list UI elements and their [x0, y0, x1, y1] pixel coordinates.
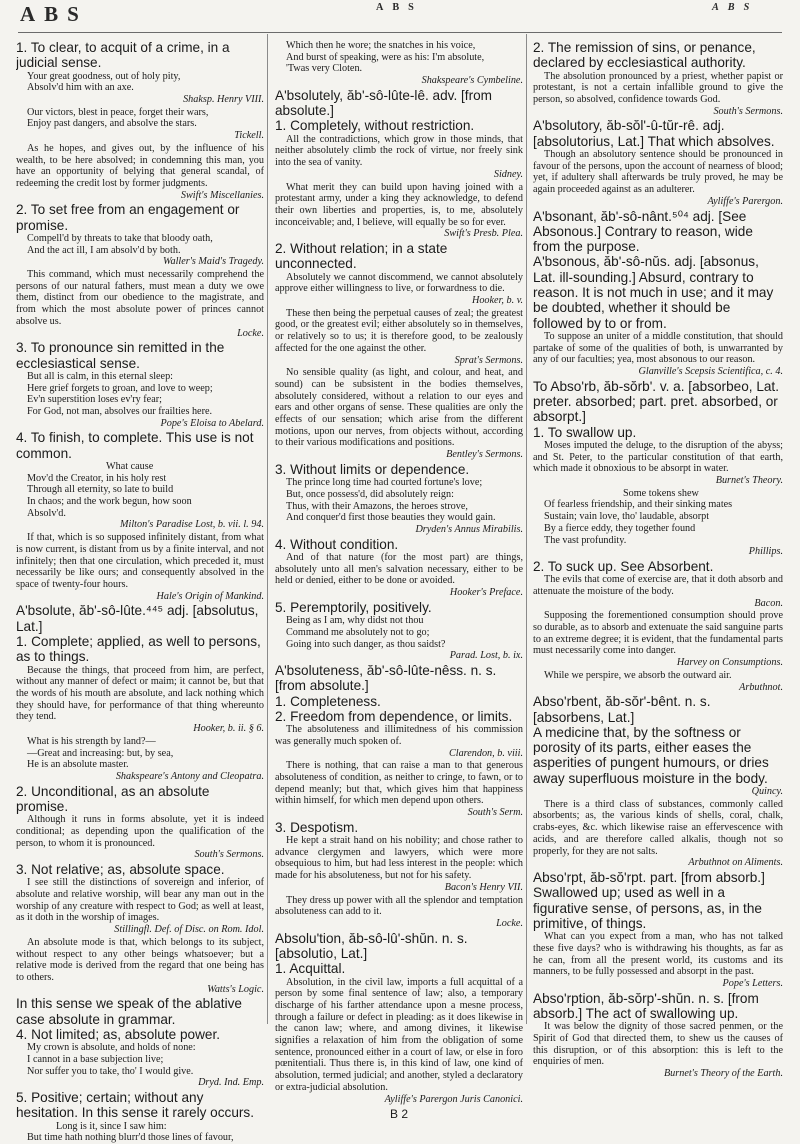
quotation: They dress up power with all the splendor and temptation absoluteness can add to it.: [275, 894, 523, 918]
quote-line: Here grief forgets to groan, and love to weep;: [27, 382, 213, 394]
entry-absolutely: A'bsolutely, ăb'-sô-lûte-lê. adv. [from absolute.]: [275, 87, 492, 119]
citation: Dryd. Ind. Emp.: [198, 1077, 264, 1089]
definition: A medicine that, by the softness or porosity of its parts, either eases the asperities of pungent humours, or dries away superfluous moisture in the body.: [533, 724, 769, 786]
column-2: [275, 40, 523, 1133]
quote-line: And burst of speaking, were as his: I'm absolute,: [286, 51, 485, 63]
sense-note: In this sense we speak of the ablative case absolute in grammar.: [16, 996, 242, 1027]
citation: Harvey on Consumptions.: [676, 657, 783, 669]
quotation: There is nothing, that can raise a man to that generous absoluteness of condition, as neither to cringe, to fawn, or to depend meanly; but that, which gives him that happiness within himself, for which men depend upon others.: [275, 760, 523, 807]
quote-line: But, once possess'd, did absolutely reign:: [286, 488, 454, 500]
citation: Bacon.: [754, 597, 783, 609]
quotation: There is a third class of substances, commonly called absorbents; as, the various kinds of shells, coral, chalk, crabs-eyes, &c. which likewise raise an effervescence with acids, and are therefore called alkalis, though not so properly, for they are not salts.: [533, 798, 783, 857]
quote-line: In chaos; and the work begun, how soon: [27, 496, 192, 508]
quote-line: For God, not man, absolves our frailties here.: [27, 405, 213, 417]
quote-line: Going into such danger, as thou saidst?: [286, 638, 446, 650]
running-head-right: ABS: [712, 2, 759, 13]
running-head-center: ABS: [376, 2, 423, 13]
quote-line: By a fierce eddy, they together found: [544, 522, 696, 534]
quote-line: And the act ill, I am absolv'd by both.: [27, 244, 181, 256]
signature-mark: B 2: [389, 1107, 408, 1122]
quote-line: Command me absolutely not to go;: [286, 626, 430, 638]
quotation: Absolution, in the civil law, imports a full acquittal of a person by some final sentence of law; also, a temporary discharge of his farther attendance upon a mesne process, through a failure or defect in pleading: as it does likewise in the canon law; where, and among divines, it likewise signifies a relaxation of him from the obligation of some sentence, pronounced either in a court of law, or else in foro pœnitentiali. Thus there is, in this kind of law, one kind of absolution, termed judicial; and another, styled a declaratory or extra-judicial absolution.: [275, 976, 523, 1093]
quotation: Moses imputed the deluge, to the disruption of the abyss; and St. Peter, to the particular constitution of that earth, which made it obnoxious to be absorpt in water.: [533, 439, 783, 475]
entry-absorb: To Abso'rb, ăb-sŏrb'. v. a. [absorbeo, Lat. preter. absorbed; part. pret. absorbed, or absorpt.]: [533, 378, 779, 425]
quotation: These then being the perpetual causes of zeal; the greatest good, or the greatest evil; either absolutely so in themselves, or relatively so to us; it is therefore good, to be zealously affected for the one against the other.: [275, 307, 523, 354]
citation: Parad. Lost, b. ix.: [449, 650, 523, 662]
quote-line: And conquer'd first those beauties they would gain.: [286, 512, 496, 524]
quote-line: Your great goodness, out of holy pity,: [27, 70, 181, 82]
citation: South's Sermons.: [194, 849, 264, 861]
quote-line: Our victors, blest in peace, forget their wars,: [27, 106, 209, 118]
citation: Dryden's Annus Mirabilis.: [415, 523, 523, 535]
sense: 3. Without limits or dependence.: [275, 461, 470, 477]
citation: Phillips.: [748, 546, 783, 558]
quote-line: —Great and increasing: but, by sea,: [27, 747, 174, 759]
quotation: Absolutely we cannot discommend, we cannot absolutely approve either willingness to live, or forwardness to die.: [275, 271, 523, 295]
citation: Sidney.: [493, 168, 523, 180]
citation: Clarendon, b. viii.: [448, 747, 523, 759]
quote-line: He is an absolute master.: [27, 759, 129, 771]
sense: 1. To swallow up.: [533, 424, 637, 440]
sense: 4. To finish, to complete. This use is not common.: [16, 430, 254, 461]
citation: Bentley's Sermons.: [446, 449, 523, 461]
sense: 5. Peremptorily, positively.: [275, 599, 432, 615]
quote-line: 'Twas very Cloten.: [286, 63, 363, 75]
citation: Shakspeare's Antony and Cleopatra.: [115, 770, 264, 782]
quotation: The absoluteness and illimitedness of his commission was generally much spoken of.: [275, 724, 523, 747]
citation: Hooker, b. v.: [471, 295, 523, 307]
citation: Stillingfl. Def. of Disc. on Rom. Idol.: [114, 924, 264, 936]
citation: Tickell.: [234, 130, 264, 142]
sense: 1. Acquittal.: [275, 961, 346, 977]
sense: 1. Completely, without restriction.: [275, 118, 475, 134]
sense: 2. To suck up. See Absorbent.: [533, 558, 714, 574]
quote-line: Being as I am, why didst not thou: [286, 615, 424, 627]
quotation: Though an absolutory sentence should be pronounced in favour of the persons, upon the account of nearness of blood; yet, if adultery shall afterwards be truly proved, he may be again proceeded against as an adulterer.: [533, 149, 783, 196]
sense: 4. Not limited; as, absolute power.: [16, 1026, 221, 1042]
sense: 1. To clear, to acquit of a crime, in a judicial sense.: [16, 40, 230, 71]
sense: 3. To pronounce sin remitted in the ecclesiastical sense.: [16, 340, 225, 371]
quote-line: Ev'n superstition loses ev'ry fear;: [27, 394, 162, 406]
quotation: To suppose an uniter of a middle constitution, that should partake of some of the qualities of both, is unwarranted by any of our faculties; yea, most absonous to our reason.: [533, 330, 783, 366]
citation: Locke.: [237, 327, 264, 339]
citation: Swift's Miscellanies.: [180, 189, 264, 201]
citation: Pope's Eloisa to Abelard.: [160, 417, 264, 429]
sense: 2. Freedom from dependence, or limits.: [275, 708, 513, 724]
column-divider: [267, 34, 268, 1024]
quotation: Although it runs in forms absolute, yet it is indeed conditional; as depending upon the qualification of the person, to whom it is pronounced.: [16, 814, 264, 849]
citation: Sprat's Sermons.: [454, 354, 523, 366]
quote-line: Long is it, since I saw him:: [56, 1120, 167, 1132]
quotation: This command, which must necessarily comprehend the persons of our natural fathers, must mean a duty we owe them, distinct from our obedience to the magistrate, and from which the most absolute power of princes cannot absolve us.: [16, 269, 264, 327]
quote-line: Some tokens shew: [623, 487, 699, 499]
quote-line: Compell'd by threats to take that bloody oath,: [27, 232, 213, 244]
citation: Bacon's Henry VII.: [444, 881, 523, 893]
quote-line: Of fearless friendship, and their sinking mates: [544, 499, 733, 511]
quotation: No sensible quality (as light, and colour, and heat, and sound) can be subsistent in the bodies themselves, absolutely considered, without a relation to our eyes and ears and other organs of sense. These qualities are only the effects of our sensation; which arise from the different motions, upon our nerves, from objects without, according to their various modifications and positions.: [275, 367, 523, 449]
sense: 5. Positive; certain; without any hesitation. In this sense it rarely occurs.: [16, 1090, 254, 1121]
quotation: The absolution pronounced by a priest, whether papist or protestant, is not a certain infallible ground to give the person, so absolved, confidence towards God.: [533, 70, 783, 105]
citation: Hooker's Preface.: [449, 587, 523, 599]
citation: Burnet's Theory.: [715, 475, 783, 486]
column-3: [533, 40, 783, 1081]
citation: Shaksp. Henry VIII.: [183, 94, 264, 105]
quote-line: Absolv'd him with an axe.: [27, 82, 134, 94]
citation: Locke.: [496, 917, 523, 929]
entry-absonous: A'bsonous, ăb'-sô-nŭs. adj. [absonus, Lat. ill-sounding.] Absurd, contrary to reason. It is not much in use; and it may be doubted, whether it should be followed by to or from.: [533, 254, 774, 331]
entry-absoluteness: A'bsoluteness, ăb'-sô-lûte-nêss. n. s. [from absolute.]: [275, 662, 497, 694]
entry-absorpt: Abso'rpt, ăb-sŏ'rpt. part. [from absorb.] Swallowed up; used as well in a figurative sense, of persons, as, in the primitive, of things.: [533, 869, 765, 931]
sense: 4. Without condition.: [275, 536, 399, 552]
quote-line: Mov'd the Creator, in his holy rest: [27, 472, 167, 484]
quote-line: What cause: [106, 460, 154, 472]
citation: Ayliffe's Parergon.: [707, 195, 783, 207]
quotation: What can you expect from a man, who has not talked these five days? who is withdrawing his thoughts, as far as he can, from all the present world, its customs and its manners, to be fully possessed and absorpt in the past.: [533, 931, 783, 978]
quote-line: Sustain; vain love, tho' laudable, absorpt: [544, 511, 710, 523]
citation: Quincy.: [751, 786, 783, 798]
sense: 2. Without relation; in a state unconnected.: [275, 241, 448, 272]
quote-line: The vast profundity.: [544, 534, 627, 546]
citation: Waller's Maid's Tragedy.: [162, 256, 264, 268]
citation: Glanville's Scepsis Scientifica, c. 4.: [638, 366, 783, 377]
entry-absolutory: A'bsolutory, ăb-sŏl'-û-tŭr-rê. adj. [absolutorius, Lat.] That which absolves.: [533, 118, 775, 149]
quotation: I see still the distinctions of sovereign and inferior, of absolute and relative worship, will bear any man out in the worship of any creature with respect to God; as well at least, as it doth in the worship of images.: [16, 877, 264, 924]
entry-absorption: Abso'rption, ăb-sŏrp'-shŭn. n. s. [from absorb.] The act of swallowing up.: [533, 990, 759, 1021]
sense: 2. Unconditional, as an absolute promise.: [16, 783, 210, 814]
quote-line: But all is calm, in this eternal sleep:: [27, 370, 173, 382]
quotation: And of that nature (for the most part) are things, absolutely unto all men's salvation necessary, either to be held or denied, either to be done or avoided.: [275, 551, 523, 587]
quote-line: Enjoy past dangers, and absolve the stars.: [27, 118, 197, 130]
column-1: [16, 40, 264, 1144]
quote-line: Absolv'd.: [27, 507, 66, 519]
quote-line: What is his strength by land?—: [27, 735, 156, 747]
quote-line: My crown is absolute, and holds of none:: [27, 1042, 196, 1054]
quote-line: I cannot in a base subjection live;: [27, 1053, 164, 1065]
quotation: Because the things, that proceed from him, are perfect, without any manner of defect or maim; it cannot be, but that the words of his mouth are absolute, and lack nothing which they should have, for performance of that thing whereunto they tend.: [16, 664, 264, 723]
sense: 1. Complete; applied, as well to persons, as to things.: [16, 633, 261, 665]
quotation: What merit they can build upon having joined with a protestant army, under a king they acknowledge, to defend their own liberties and properties, is, to me, absolutely inconceivable; and, I believe, will equally be so for ever.: [275, 181, 523, 228]
citation: South's Sermons.: [713, 105, 783, 117]
citation: Arbuthnot on Aliments.: [688, 857, 783, 869]
quotation: As he hopes, and gives out, by the influence of his wealth, to be here absolved; in condemning this man, you have an opportunity of belying that general scandal, of redeeming the credit lost by former judgments.: [16, 142, 264, 189]
citation: Hale's Origin of Mankind.: [156, 590, 264, 602]
entry-absolution: Absolu'tion, ăb-sô-lû'-shŭn. n. s. [absolutio, Lat.]: [275, 930, 468, 961]
citation: Shakspeare's Cymbeline.: [421, 75, 523, 87]
citation: Milton's Paradise Lost, b. vii. l. 94.: [120, 519, 264, 531]
quotation: Supposing the forementioned consumption should prove so durable, as to absorb and extenuate the said sanguine parts to an extreme degree; it is evident, that the fundamental parts must necessarily come into danger.: [533, 610, 783, 657]
citation: Swift's Presb. Plea.: [444, 228, 523, 240]
quotation: An absolute mode is that, which belongs to its subject, without respect to any other beings whatsoever; but a relative mode is derived from the regard that one being has to others.: [16, 936, 264, 983]
sense: 1. Completeness.: [275, 693, 381, 709]
quote-line: But time hath nothing blurr'd those lines of favour,: [27, 1132, 234, 1144]
quotation: It was below the dignity of those sacred penmen, or the Spirit of God that directed them, to shew us the causes of this disruption, or of this absorption: this is left to the enquiries of men.: [533, 1021, 783, 1068]
quotation: He kept a strait hand on his nobility; and chose rather to advance clergymen and lawyers, which were more obsequious to him, but had less interest in the people: which made for his absoluteness, but not for his safety.: [275, 835, 523, 882]
citation: Watts's Logic.: [207, 983, 264, 995]
quote-line: The prince long time had courted fortune's love;: [286, 477, 483, 489]
sense: 2. To set free from an engagement or promise.: [16, 202, 240, 233]
header-rule: [18, 32, 782, 33]
citation: Ayliffe's Parergon Juris Canonici.: [384, 1093, 523, 1105]
sense: 3. Despotism.: [275, 819, 359, 835]
quote-line: Through all eternity, so late to build: [27, 484, 174, 496]
column-divider: [526, 34, 527, 1024]
citation: Arbuthnot.: [739, 681, 783, 693]
quotation: If that, which is so supposed infinitely distant, from what is now current, is distant from us by a finite interval, and not infinitely; then that one circulation, which preceded it, must necessarily be like ours; and consequently absolved in the space of twenty-four hours.: [16, 532, 264, 590]
sense: 3. Not relative; as, absolute space.: [16, 862, 225, 878]
citation: Hooker, b. ii. § 6.: [193, 723, 264, 735]
sense: 2. The remission of sins, or penance, declared by ecclesiastical authority.: [533, 40, 756, 71]
entry-absolute: A'bsolute, ăb'-sô-lûte.⁴⁴⁵ adj. [absolutus, Lat.]: [16, 603, 259, 634]
running-head-left: ABS: [20, 2, 88, 26]
quotation: While we perspire, we absorb the outward air.: [544, 669, 732, 681]
citation: Pope's Letters.: [722, 977, 783, 989]
citation: South's Serm.: [467, 807, 523, 819]
entry-absorbent: Abso'rbent, ăb-sŏr'-bênt. n. s. [absorbens, Lat.]: [533, 694, 711, 725]
citation: Burnet's Theory of the Earth.: [663, 1068, 783, 1080]
quote-line: Which then he wore; the snatches in his voice,: [286, 40, 476, 51]
entry-absonant: A'bsonant, ăb'-sô-nânt.⁵⁰⁴ adj. [See Absonous.] Contrary to reason, wide from the purpose.: [533, 208, 753, 255]
quotation: All the contradictions, which grow in those minds, that neither absolutely climb the rock of virtue, nor freely sink into the sea of vanity.: [275, 133, 523, 169]
quote-line: Nor suffer you to take, tho' I would give.: [27, 1065, 194, 1077]
quotation: The evils that come of exercise are, that it doth absorb and attenuate the moisture of the body.: [533, 574, 783, 597]
quote-line: Thus, with their Amazons, the heroes strove,: [286, 500, 468, 512]
